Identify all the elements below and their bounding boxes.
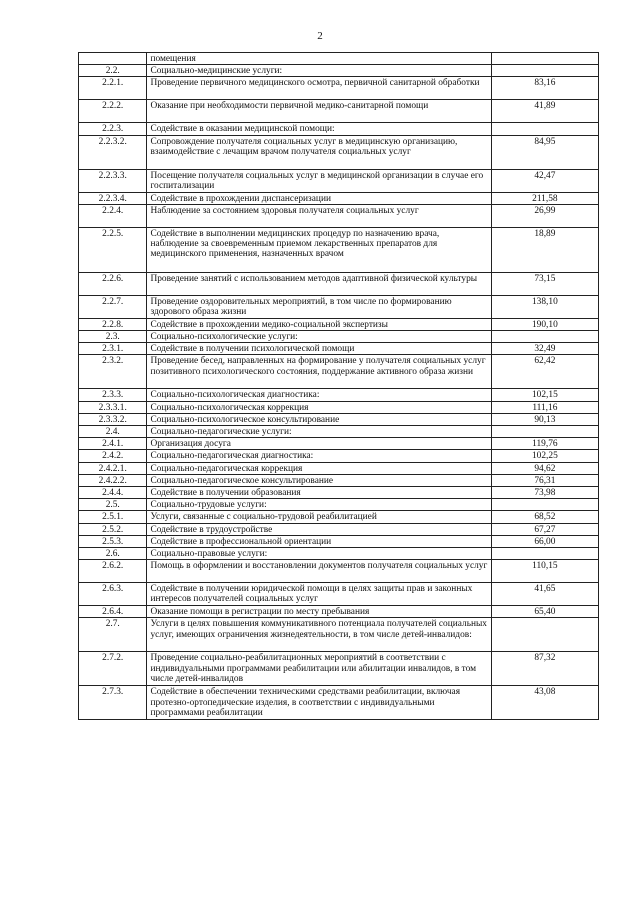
service-name-cell: Социально-педагогическая коррекция (147, 462, 491, 474)
service-name-cell: Социально-педагогическая диагностика: (147, 450, 491, 462)
tariff-value-cell: 90,13 (491, 413, 598, 425)
tariff-value-cell (491, 65, 598, 77)
service-name-cell: Социально-трудовые услуги: (147, 499, 491, 511)
table-row (79, 65, 599, 77)
row-number-cell: 2.2.5. (79, 227, 147, 272)
tariff-value-cell: 73,15 (491, 272, 598, 295)
service-name-cell: Сопровождение получателя социальных услуг в медицинскую организацию, взаимодействие с лечащим врачом получателя социальных услуг (147, 135, 491, 169)
tariff-value-cell: 67,27 (491, 523, 598, 535)
row-number-cell: 2.6. (79, 548, 147, 560)
tariff-value-cell (491, 331, 598, 343)
row-number-cell: 2.5. (79, 499, 147, 511)
row-number-cell: 2.5.3. (79, 535, 147, 547)
table-row (79, 523, 599, 535)
table-row (79, 606, 599, 618)
service-name-cell: Проведение социально-реабилитационных мероприятий в соответствии с индивидуальными программами реабилитации или абилитации инвалидов, в том числе детей-инвалидов (147, 652, 491, 686)
row-number-cell: 2.2.6. (79, 272, 147, 295)
table-row (79, 474, 599, 486)
service-name-cell: Проведение оздоровительных мероприятий, в том числе по формированию здорового образа жизни (147, 295, 491, 318)
service-name-cell: Содействие в выполнении медицинских процедур по назначению врача, наблюдение за своевременным приемом лекарственных препаратов для медицинского применения, назначенных врачом (147, 227, 491, 272)
service-name-cell: Услуги, связанные с социально-трудовой реабилитацией (147, 511, 491, 523)
service-name-cell: помещения (147, 53, 491, 65)
row-number-cell: 2.2. (79, 65, 147, 77)
service-name-cell: Содействие в профессиональной ориентации (147, 535, 491, 547)
tariff-value-cell: 102,25 (491, 450, 598, 462)
page-number: 2 (317, 30, 323, 42)
table-row (79, 438, 599, 450)
table-row (79, 123, 599, 135)
row-number-cell: 2.4. (79, 426, 147, 438)
service-name-cell: Содействие в прохождении диспансеризации (147, 192, 491, 204)
table-row (79, 413, 599, 425)
service-name-cell: Содействие в оказании медицинской помощи: (147, 123, 491, 135)
row-number-cell: 2.3.1. (79, 343, 147, 355)
tariff-value-cell: 41,89 (491, 100, 598, 123)
tariff-value-cell: 94,62 (491, 462, 598, 474)
tariff-value-cell: 83,16 (491, 77, 598, 100)
tariff-value-cell (491, 426, 598, 438)
tariff-value-cell: 87,32 (491, 652, 598, 686)
row-number-cell: 2.2.7. (79, 295, 147, 318)
table-body (79, 53, 599, 720)
service-name-cell: Социально-педагогическое консультирование (147, 474, 491, 486)
table-row (79, 511, 599, 523)
tariff-value-cell: 138,10 (491, 295, 598, 318)
service-name-cell: Посещение получателя социальных услуг в медицинской организации в случае его госпитализации (147, 169, 491, 192)
service-name-cell: Проведение занятий с использованием методов адаптивной физической культуры (147, 272, 491, 295)
row-number-cell: 2.2.3.2. (79, 135, 147, 169)
table-row (79, 53, 599, 65)
service-name-cell: Содействие в трудоустройстве (147, 523, 491, 535)
table-row (79, 560, 599, 583)
table-row (79, 331, 599, 343)
tariff-value-cell: 18,89 (491, 227, 598, 272)
row-number-cell: 2.7.2. (79, 652, 147, 686)
row-number-cell: 2.7. (79, 618, 147, 652)
row-number-cell: 2.5.2. (79, 523, 147, 535)
table-row (79, 169, 599, 192)
tariff-table (78, 52, 599, 720)
tariff-value-cell: 41,65 (491, 583, 598, 606)
row-number-cell: 2.4.2. (79, 450, 147, 462)
tariff-value-cell: 68,52 (491, 511, 598, 523)
table-row (79, 227, 599, 272)
tariff-value-cell (491, 548, 598, 560)
table-row (79, 295, 599, 318)
service-name-cell: Помощь в оформлении и восстановлении документов получателя социальных услуг (147, 560, 491, 583)
tariff-value-cell: 32,49 (491, 343, 598, 355)
tariff-value-cell (491, 123, 598, 135)
service-name-cell: Социально-психологическая диагностика: (147, 389, 491, 401)
tariff-value-cell (491, 618, 598, 652)
row-number-cell: 2.5.1. (79, 511, 147, 523)
service-name-cell: Содействие в получении образования (147, 487, 491, 499)
tariff-value-cell: 26,99 (491, 204, 598, 227)
row-number-cell: 2.2.3.4. (79, 192, 147, 204)
table-row (79, 487, 599, 499)
row-number-cell: 2.4.2.2. (79, 474, 147, 486)
service-name-cell: Проведение бесед, направленных на формирование у получателя социальных услуг позитивного психологического состояния, поддержание активного образа жизни (147, 355, 491, 389)
service-name-cell: Услуги в целях повышения коммуникативного потенциала получателей социальных услуг, имеющих ограничения жизнедеятельности, в том числе детей-инвалидов: (147, 618, 491, 652)
tariff-value-cell: 65,40 (491, 606, 598, 618)
tariff-value-cell: 73,98 (491, 487, 598, 499)
tariff-value-cell (491, 499, 598, 511)
tariff-value-cell: 42,47 (491, 169, 598, 192)
table-row (79, 652, 599, 686)
table-row (79, 450, 599, 462)
table-row (79, 77, 599, 100)
tariff-value-cell: 190,10 (491, 318, 598, 330)
row-number-cell: 2.3. (79, 331, 147, 343)
tariff-value-cell: 102,15 (491, 389, 598, 401)
table-row (79, 135, 599, 169)
service-name-cell: Наблюдение за состоянием здоровья получателя социальных услуг (147, 204, 491, 227)
table-row (79, 462, 599, 474)
row-number-cell: 2.2.8. (79, 318, 147, 330)
tariff-value-cell: 111,16 (491, 401, 598, 413)
tariff-value-cell (491, 53, 598, 65)
row-number-cell: 2.4.4. (79, 487, 147, 499)
service-name-cell: Содействие в обеспечении техническими средствами реабилитации, включая протезно-ортопедические изделия, в соответствии с индивидуальными программами реабилитации (147, 686, 491, 720)
table-row (79, 686, 599, 720)
tariff-value-cell: 119,76 (491, 438, 598, 450)
row-number-cell: 2.6.2. (79, 560, 147, 583)
table-row (79, 204, 599, 227)
service-name-cell: Социально-педагогические услуги: (147, 426, 491, 438)
table-row (79, 401, 599, 413)
service-name-cell: Содействие в получении юридической помощи в целях защиты прав и законных интересов получателей социальных услуг (147, 583, 491, 606)
tariff-value-cell: 66,00 (491, 535, 598, 547)
tariff-value-cell: 43,08 (491, 686, 598, 720)
tariff-value-cell: 62,42 (491, 355, 598, 389)
row-number-cell: 2.2.4. (79, 204, 147, 227)
row-number-cell: 2.2.2. (79, 100, 147, 123)
service-name-cell: Социально-медицинские услуги: (147, 65, 491, 77)
table-row (79, 343, 599, 355)
row-number-cell: 2.3.3.2. (79, 413, 147, 425)
row-number-cell: 2.2.3. (79, 123, 147, 135)
row-number-cell: 2.6.3. (79, 583, 147, 606)
service-name-cell: Оказание помощи в регистрации по месту пребывания (147, 606, 491, 618)
table-row (79, 192, 599, 204)
row-number-cell: 2.3.3.1. (79, 401, 147, 413)
service-name-cell: Социально-психологические услуги: (147, 331, 491, 343)
service-name-cell: Социально-правовые услуги: (147, 548, 491, 560)
row-number-cell: 2.2.1. (79, 77, 147, 100)
table-row (79, 583, 599, 606)
tariff-value-cell: 84,95 (491, 135, 598, 169)
service-name-cell: Организация досуга (147, 438, 491, 450)
table-row (79, 618, 599, 652)
row-number-cell: 2.3.2. (79, 355, 147, 389)
table-row (79, 426, 599, 438)
table-row (79, 499, 599, 511)
service-name-cell: Проведение первичного медицинского осмотра, первичной санитарной обработки (147, 77, 491, 100)
row-number-cell: 2.2.3.3. (79, 169, 147, 192)
tariff-value-cell: 76,31 (491, 474, 598, 486)
table-row (79, 272, 599, 295)
row-number-cell: 2.4.1. (79, 438, 147, 450)
row-number-cell: 2.7.3. (79, 686, 147, 720)
service-name-cell: Содействие в прохождении медико-социальной экспертизы (147, 318, 491, 330)
table-row (79, 548, 599, 560)
service-name-cell: Оказание при необходимости первичной медико-санитарной помощи (147, 100, 491, 123)
row-number-cell: 2.4.2.1. (79, 462, 147, 474)
table-row (79, 389, 599, 401)
tariff-value-cell: 110,15 (491, 560, 598, 583)
service-name-cell: Социально-психологическая коррекция (147, 401, 491, 413)
table-row (79, 355, 599, 389)
table-row (79, 318, 599, 330)
row-number-cell: 2.3.3. (79, 389, 147, 401)
row-number-cell: 2.6.4. (79, 606, 147, 618)
service-name-cell: Социально-психологическое консультирование (147, 413, 491, 425)
table-row (79, 535, 599, 547)
table-row (79, 100, 599, 123)
tariff-value-cell: 211,58 (491, 192, 598, 204)
service-name-cell: Содействие в получении психологической помощи (147, 343, 491, 355)
row-number-cell (79, 53, 147, 65)
